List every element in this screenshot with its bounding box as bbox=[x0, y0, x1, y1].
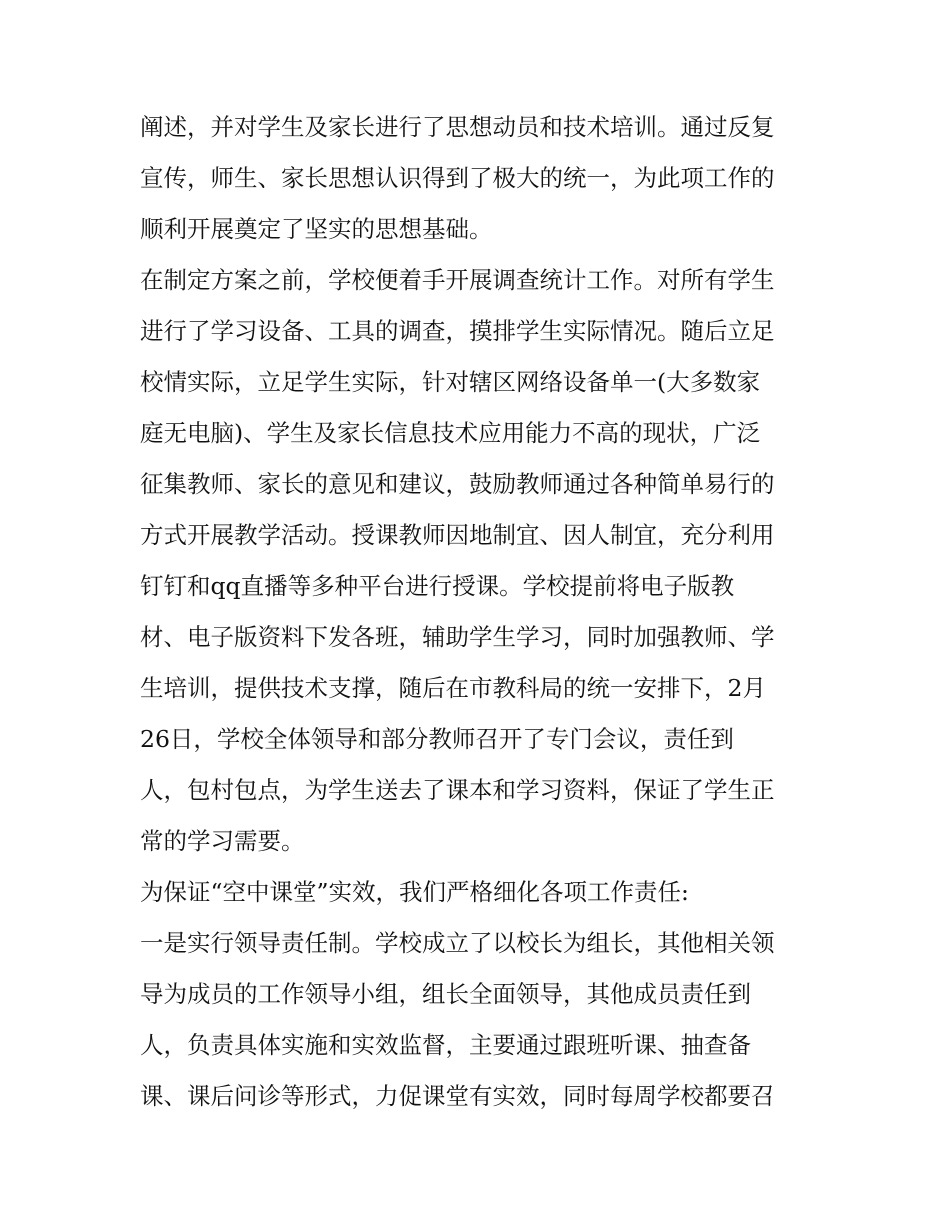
text-line: 为保证“空中课堂”实效，我们严格细化各项工作责任: bbox=[140, 878, 689, 906]
text-line: 方式开展教学活动。授课教师因地制宜、因人制宜，充分利用 bbox=[140, 521, 775, 549]
text-line: 材、电子版资料下发各班，辅助学生学习，同时加强教师、学 bbox=[140, 623, 775, 651]
text-line: 人，负责具体实施和实效监督，主要通过跟班听课、抽查备 bbox=[140, 1031, 751, 1059]
text-line: 校情实际，立足学生实际，针对辖区网络设备单一(大多数家 bbox=[140, 368, 761, 396]
text-line: 常的学习需要。 bbox=[140, 827, 305, 855]
text-line: 征集教师、家长的意见和建议，鼓励教师通过各种简单易行的 bbox=[140, 470, 775, 498]
text-line: 宣传，师生、家长思想认识得到了极大的统一，为此项工作的 bbox=[140, 164, 775, 192]
text-line: 在制定方案之前，学校便着手开展调查统计工作。对所有学生 bbox=[140, 266, 775, 294]
text-line: 顺利开展奠定了坚实的思想基础。 bbox=[140, 215, 493, 243]
text-line: 进行了学习设备、工具的调查，摸排学生实际情况。随后立足 bbox=[140, 317, 775, 345]
text-line: 26日，学校全体领导和部分教师召开了专门会议，责任到 bbox=[140, 725, 734, 753]
text-line: 生培训，提供技术支撑，随后在市教科局的统一安排下，2月 bbox=[140, 674, 766, 702]
text-line: 课、课后问诊等形式，力促课堂有实效，同时每周学校都要召 bbox=[140, 1082, 775, 1110]
body-text bbox=[140, 102, 820, 1122]
text-line: 庭无电脑)、学生及家长信息技术应用能力不高的现状，广泛 bbox=[140, 419, 761, 447]
text-line: 钉钉和qq直播等多种平台进行授课。学校提前将电子版教 bbox=[140, 572, 735, 600]
text-line: 一是实行领导责任制。学校成立了以校长为组长，其他相关领 bbox=[140, 929, 775, 957]
text-line: 阐述，并对学生及家长进行了思想动员和技术培训。通过反复 bbox=[140, 113, 775, 141]
text-line: 导为成员的工作领导小组，组长全面领导，其他成员责任到 bbox=[140, 980, 751, 1008]
text-line: 人，包村包点，为学生送去了课本和学习资料，保证了学生正 bbox=[140, 776, 775, 804]
